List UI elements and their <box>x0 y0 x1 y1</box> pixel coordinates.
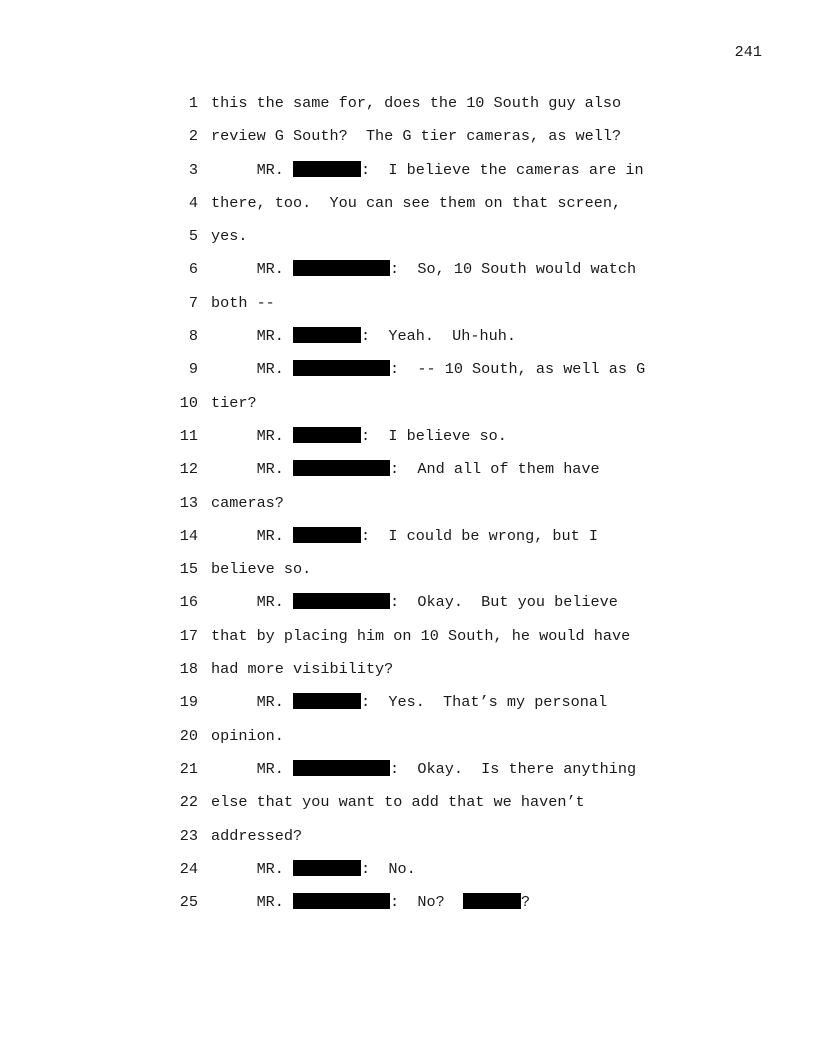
transcript-line <box>0 626 816 659</box>
speaker-prefix: MR. <box>211 526 294 545</box>
redaction-box <box>293 860 361 876</box>
redaction-box <box>463 893 521 909</box>
line-number: 24 <box>179 859 198 878</box>
transcript-line <box>0 826 816 859</box>
line-text <box>211 692 607 712</box>
speech-text: : So, 10 South would watch <box>390 260 637 279</box>
speaker-prefix: MR. <box>211 426 294 445</box>
line-number: 15 <box>179 560 198 579</box>
line-text <box>211 859 416 879</box>
redaction-box <box>293 593 390 609</box>
line-text <box>211 259 636 279</box>
line-number: 10 <box>179 393 198 412</box>
line-text <box>211 160 644 180</box>
line-text: opinion. <box>211 726 284 745</box>
speech-text: : I believe the cameras are in <box>361 160 644 179</box>
line-number: 16 <box>179 593 198 612</box>
speaker-prefix: MR. <box>211 693 294 712</box>
speaker-prefix: MR. <box>211 593 294 612</box>
speaker-prefix: MR. <box>211 160 294 179</box>
speaker-prefix: MR. <box>211 759 294 778</box>
line-number: 18 <box>179 660 198 679</box>
line-number: 9 <box>188 360 198 379</box>
line-text <box>211 459 600 479</box>
line-number: 5 <box>188 227 198 246</box>
speech-text: : Okay. But you believe <box>390 593 618 612</box>
line-text: both -- <box>211 293 275 312</box>
line-text <box>211 359 645 379</box>
line-number: 23 <box>179 826 198 845</box>
line-text: review G South? The G tier cameras, as well? <box>211 127 622 146</box>
transcript-line <box>0 692 816 725</box>
transcript-line <box>0 426 816 459</box>
speech-text: : No. <box>361 859 416 878</box>
speech-text: : -- 10 South, as well as G <box>390 360 646 379</box>
transcript-line <box>0 892 816 925</box>
transcript-line <box>0 226 816 259</box>
redaction-box <box>293 360 390 376</box>
transcript-line <box>0 759 816 792</box>
speech-text: : Yes. That’s my personal <box>361 693 608 712</box>
line-text: tier? <box>211 393 257 412</box>
line-number: 4 <box>188 193 198 212</box>
transcript-line <box>0 193 816 226</box>
transcript-line <box>0 93 816 126</box>
line-number: 13 <box>179 493 198 512</box>
line-number: 17 <box>179 626 198 645</box>
speech-text: : I could be wrong, but I <box>361 526 598 545</box>
transcript-line <box>0 526 816 559</box>
transcript-line <box>0 792 816 825</box>
speech-text: : I believe so. <box>361 426 507 445</box>
speech-text: : Yeah. Uh-huh. <box>361 327 516 346</box>
line-text: believe so. <box>211 560 312 579</box>
speaker-prefix: MR. <box>211 893 294 912</box>
speech-text: : And all of them have <box>390 460 600 479</box>
line-text: there, too. You can see them on that screen, <box>211 193 622 212</box>
page-number: 241 <box>734 43 762 61</box>
speaker-prefix: MR. <box>211 859 294 878</box>
line-text <box>211 326 516 346</box>
transcript-line <box>0 293 816 326</box>
line-number: 25 <box>179 893 198 912</box>
transcript-line <box>0 592 816 625</box>
redaction-box <box>293 693 361 709</box>
line-number: 1 <box>188 94 198 112</box>
speaker-prefix: MR. <box>211 460 294 479</box>
speech-end: ? <box>520 893 531 912</box>
speaker-prefix: MR. <box>211 360 294 379</box>
line-text: cameras? <box>211 493 284 512</box>
speech-text: : Okay. Is there anything <box>390 759 637 778</box>
speech-text: : No? <box>390 893 463 912</box>
transcript-line <box>0 393 816 426</box>
transcript-line <box>0 326 816 359</box>
line-text <box>211 592 618 612</box>
transcript-line <box>0 459 816 492</box>
transcript-line <box>0 359 816 392</box>
line-text: that by placing him on 10 South, he would have <box>211 626 631 645</box>
line-number: 2 <box>188 127 198 146</box>
redaction-box <box>293 460 390 476</box>
line-number: 11 <box>179 426 198 445</box>
line-number: 6 <box>188 260 198 279</box>
redaction-box <box>293 760 390 776</box>
line-text <box>211 759 636 779</box>
transcript-line <box>0 859 816 892</box>
line-number: 12 <box>179 460 198 479</box>
redaction-box <box>293 427 361 443</box>
line-number: 22 <box>179 793 198 812</box>
line-text <box>211 892 530 912</box>
transcript-body <box>0 93 816 925</box>
line-text <box>211 526 598 546</box>
transcript-line <box>0 259 816 292</box>
line-text: this the same for, does the 10 South guy also <box>211 94 622 112</box>
line-text: had more visibility? <box>211 660 394 679</box>
line-number: 3 <box>188 160 198 179</box>
transcript-line <box>0 559 816 592</box>
redaction-box <box>293 327 361 343</box>
line-text: else that you want to add that we haven’t <box>211 793 585 812</box>
line-text: yes. <box>211 227 248 246</box>
line-text <box>211 426 507 446</box>
line-number: 20 <box>179 726 198 745</box>
line-number: 8 <box>188 327 198 346</box>
speaker-prefix: MR. <box>211 260 294 279</box>
line-number: 21 <box>179 759 198 778</box>
redaction-box <box>293 527 361 543</box>
redaction-box <box>293 161 361 177</box>
speaker-prefix: MR. <box>211 327 294 346</box>
transcript-line <box>0 126 816 159</box>
transcript-line <box>0 726 816 759</box>
transcript-line <box>0 160 816 193</box>
transcript-line <box>0 659 816 692</box>
transcript-line <box>0 493 816 526</box>
line-number: 7 <box>188 293 198 312</box>
line-number: 14 <box>179 526 198 545</box>
redaction-box <box>293 260 390 276</box>
redaction-box <box>293 893 390 909</box>
line-number: 19 <box>179 693 198 712</box>
line-text: addressed? <box>211 826 303 845</box>
